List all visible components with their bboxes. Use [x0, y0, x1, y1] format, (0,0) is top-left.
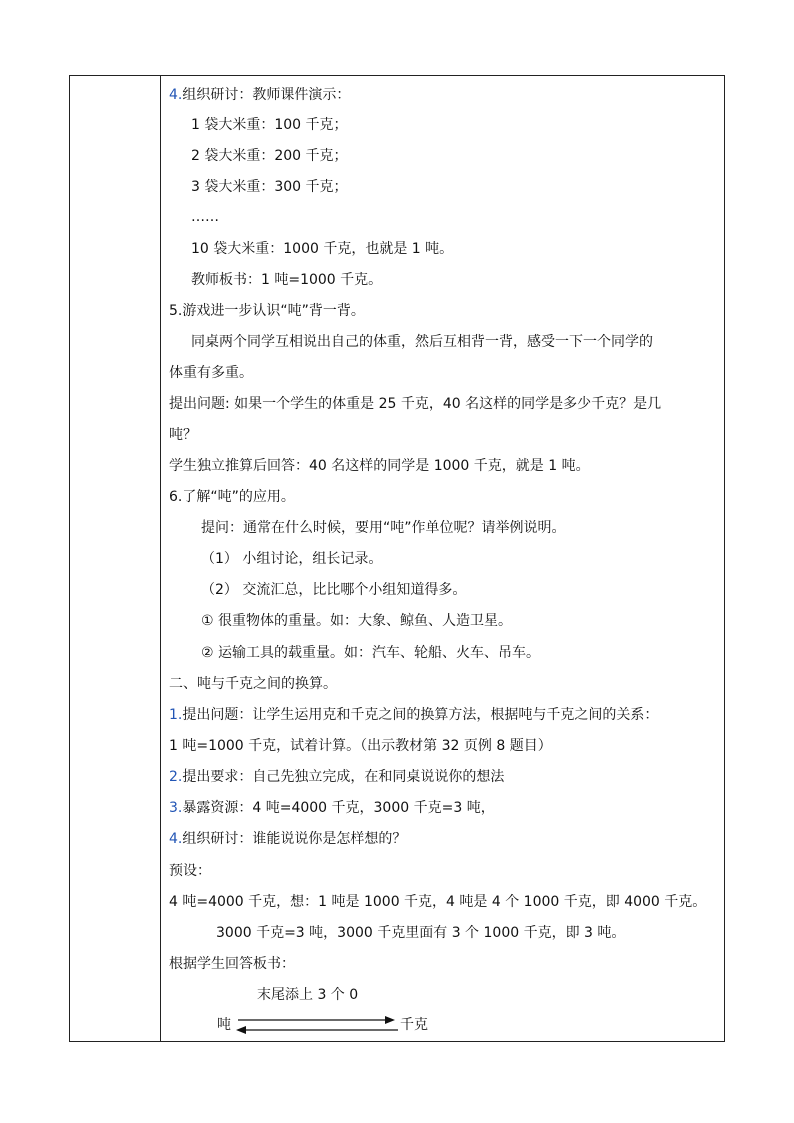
diagram-left-label: 吨 [217, 1017, 231, 1033]
step-4-heading [169, 85, 350, 105]
diagram-right-label: 千克 [400, 1017, 428, 1033]
step-text: 组织研讨：谁能说说你是怎样想的？ [182, 831, 407, 847]
step-number: 3. [169, 800, 183, 816]
arrow-right-icon [238, 1016, 395, 1024]
demo-line-2: 2 袋大米重：200 千克； [191, 148, 348, 164]
application-question: 提问：通常在什么时候，要用“吨”作单位呢？请举例说明。 [201, 520, 566, 536]
example-item-1: ① 很重物体的重量。如：大象、鲸鱼、人造卫星。 [201, 613, 512, 629]
step-5-heading: 5.游戏进一步认识“吨”背一背。 [169, 303, 365, 319]
demo-line-10: 10 袋大米重：1000 千克，也就是 1 吨。 [191, 241, 454, 257]
preset-line-2: 3000 千克=3 吨，3000 千克里面有 3 个 1000 千克，即 3 吨。 [216, 925, 626, 941]
step-number: 1. [169, 707, 183, 723]
conversion-arrows [232, 1012, 402, 1038]
step-1-question [169, 705, 658, 725]
activity-item-2: （2） 交流汇总，比比哪个小组知道得多。 [201, 582, 467, 598]
step-text: 提出问题：让学生运用克和千克之间的换算方法，根据吨与千克之间的关系： [182, 707, 659, 723]
board-intro: 根据学生回答板书： [169, 956, 295, 972]
step-text: 提出要求：自己先独立完成，在和同桌说说你的想法 [182, 769, 505, 785]
step-3-resources [169, 798, 495, 818]
column-divider [160, 76, 161, 1041]
example-item-2: ② 运输工具的载重量。如：汽车、轮船、火车、吊车。 [201, 645, 540, 661]
question-line-cont: 吨？ [169, 427, 197, 443]
preset-line-1: 4 吨=4000 千克，想：1 吨是 1000 千克，4 吨是 4 个 1000 千克，即 4000 千克。 [169, 894, 707, 910]
step-6-heading: 6.了解“吨”的应用。 [169, 489, 295, 505]
arrow-left-icon [236, 1026, 398, 1034]
demo-line-1: 1 袋大米重：100 千克； [191, 117, 348, 133]
diagram-top-label: 末尾添上 3 个 0 [257, 987, 359, 1003]
section-2-heading: 二、吨与千克之间的换算。 [169, 676, 337, 692]
step-number: 4. [169, 831, 183, 847]
step-2-requirement [169, 767, 504, 787]
step-1-question-cont: 1 吨=1000 千克，试着计算。（出示教材第 32 页例 8 题目） [169, 738, 552, 754]
step-number: 2. [169, 769, 183, 785]
game-description: 同桌两个同学互相说出自己的体重，然后互相背一背，感受一下一个同学的 [191, 334, 653, 350]
step-text: 组织研讨：教师课件演示： [182, 87, 351, 103]
preset-label: 预设： [169, 863, 211, 879]
activity-item-1: （1） 小组讨论，组长记录。 [201, 551, 383, 567]
demo-ellipsis: …… [191, 209, 219, 225]
step-4-discussion [169, 829, 406, 849]
step-text: 暴露资源：4 吨=4000 千克，3000 千克=3 吨， [182, 800, 495, 816]
question-line: 提出问题: 如果一个学生的体重是 25 千克，40 名这样的同学是多少千克？是几 [169, 396, 662, 412]
demo-line-3: 3 袋大米重：300 千克； [191, 179, 348, 195]
step-number: 4. [169, 87, 183, 103]
student-answer: 学生独立推算后回答：40 名这样的同学是 1000 千克，就是 1 吨。 [169, 458, 590, 474]
board-writing: 教师板书：1 吨=1000 千克。 [191, 272, 383, 288]
game-description-cont: 体重有多重。 [169, 365, 253, 381]
